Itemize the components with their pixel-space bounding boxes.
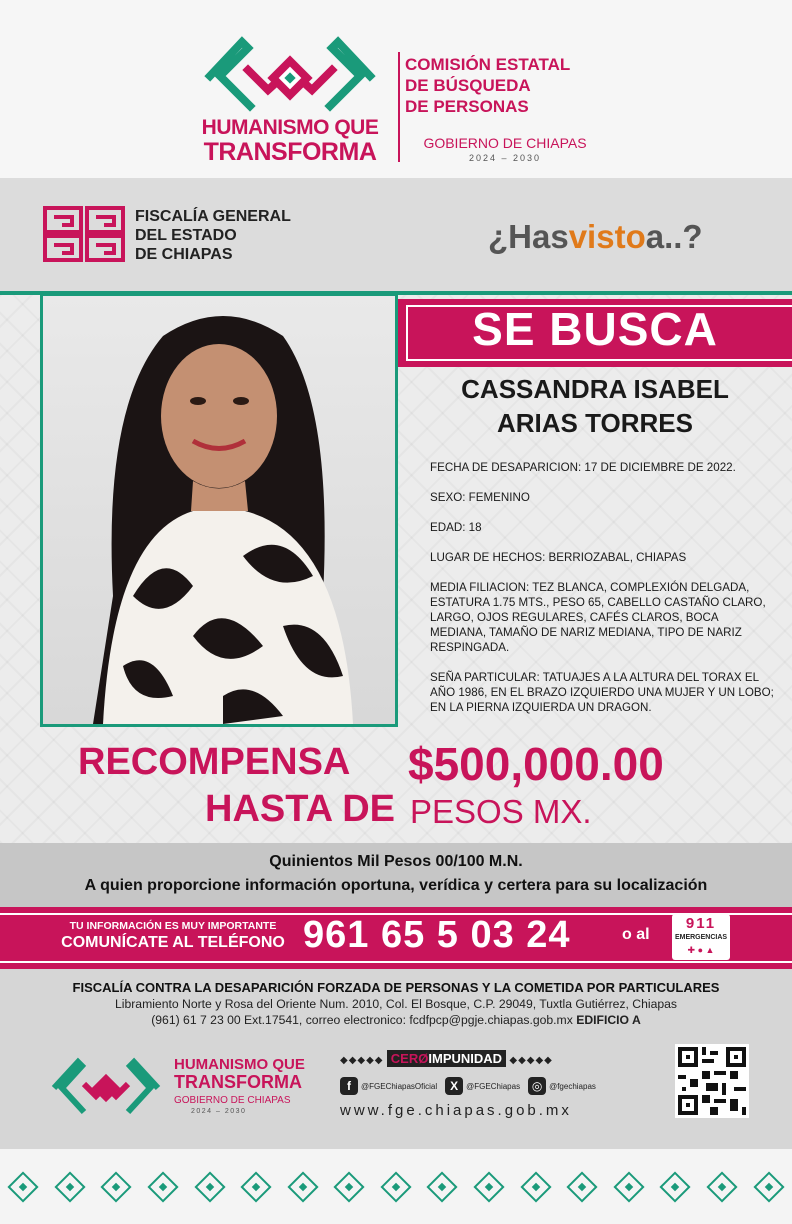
footer-logo-line2: TRANSFORMA (174, 1072, 302, 1092)
detail-sexo: SEXO: FEMENINO (430, 491, 530, 504)
info-important-label: TU INFORMACIÓN ES MUY IMPORTANTE (69, 920, 277, 932)
x-link[interactable] (445, 1077, 520, 1095)
facebook-link[interactable] (340, 1077, 437, 1095)
cero-part2: Ø (418, 1051, 429, 1066)
diamond-pattern-icon (334, 1171, 365, 1202)
cero-part3: IMPUNIDAD (428, 1051, 503, 1066)
diamond-pattern-icon (474, 1171, 505, 1202)
edificio-label: EDIFICIO A (576, 1013, 641, 1027)
hasvisto-part2: visto (568, 218, 646, 255)
diamond-pattern-icon (287, 1171, 318, 1202)
instagram-icon: ◎ (528, 1077, 546, 1095)
detail-lugar: LUGAR DE HECHOS: BERRIOZABAL, CHIAPAS (430, 551, 687, 564)
diamond-pattern-icon (380, 1171, 411, 1202)
diamond-pattern-icon (567, 1171, 598, 1202)
emergency-911-badge[interactable] (672, 914, 730, 960)
social-links (340, 1075, 640, 1097)
fge-line2: DEL ESTADO (135, 227, 237, 244)
address-line: Libramiento Norte y Rosa del Oriente Num. 2010, Col. El Bosque, C.P. 29049, Tuxtla Gutiérrez, Chiapas (114, 997, 678, 1011)
fge-emblem-icon (42, 205, 127, 263)
comision-line2: DE BÚSQUEDA (405, 76, 531, 95)
website-link[interactable]: www.fge.chiapas.gob.mx (340, 1102, 572, 1119)
diamond-pattern-icon (753, 1171, 784, 1202)
person-silhouette-icon (43, 296, 395, 724)
diamond-pattern-icon (54, 1171, 85, 1202)
emergency-icons: ✚ ● ▲ (687, 945, 715, 955)
footer-logo-gobierno: GOBIERNO DE CHIAPAS (174, 1095, 291, 1106)
qr-code[interactable] (675, 1044, 749, 1118)
diamond-pattern-icon (706, 1171, 737, 1202)
diamond-pattern-icon (147, 1171, 178, 1202)
footer-logo-line1: HUMANISMO QUE (174, 1056, 305, 1073)
person-name-line2: ARIAS TORRES (497, 408, 693, 438)
x-handle: @FGEChiapas (466, 1081, 521, 1091)
diamond-pattern-icon (660, 1171, 691, 1202)
diamond-pattern-icon (8, 1171, 39, 1202)
instagram-link[interactable] (528, 1077, 596, 1095)
decorative-bottom-strip (0, 1149, 792, 1224)
detail-media-filiacion: MEDIA FILIACION: TEZ BLANCA, COMPLEXIÓN DELGADA, ESTATURA 1.75 MTS., PESO 65, CABELLO CASTAÑO CLARO, LARGO, OJOS REGULARES, CAFÉS CLAROS, BOCA MEDIANA, TAMAÑO DE NARIZ MEDIANA, TIPO DE NARIZ RESPINGADA. (430, 581, 766, 654)
diamond-pattern-icon (613, 1171, 644, 1202)
contact-line (0, 1013, 792, 1027)
humanismo-emblem-icon (190, 30, 390, 116)
hasvisto-logo (488, 218, 703, 256)
header (0, 0, 792, 178)
cero-impunidad-tag (387, 1050, 506, 1067)
humanismo-logo (190, 30, 390, 170)
diamond-pattern-icon (520, 1171, 551, 1202)
badge-911-number: 911 (685, 915, 717, 932)
fge-text (135, 207, 291, 264)
person-name (410, 372, 780, 440)
contact-text: (961) 61 7 23 00 Ext.17541, correo electronico: fcdfpcp@pgje.chiapas.gob.mx (151, 1013, 573, 1027)
or-label: o al (622, 926, 650, 943)
diamond-pattern-icon (194, 1171, 225, 1202)
gobierno-label: GOBIERNO DE CHIAPAS (423, 135, 587, 151)
badge-911-label: EMERGENCIAS (674, 934, 728, 941)
reward-currency: PESOS MX. (410, 793, 592, 830)
detail-edad: EDAD: 18 (430, 521, 482, 534)
header-divider (398, 52, 400, 162)
fge-logo (42, 205, 127, 263)
person-name-line1: CASSANDRA ISABEL (461, 374, 729, 404)
cero-part1: CER (390, 1051, 419, 1066)
diamond-pattern-icon (101, 1171, 132, 1202)
call-label: COMUNÍCATE AL TELÉFONO (61, 934, 285, 951)
fiscalia-name: FISCALÍA CONTRA LA DESAPARICIÓN FORZADA DE PERSONAS Y LA COMETIDA POR PARTICULARES (72, 980, 720, 995)
facebook-icon: f (340, 1077, 358, 1095)
detail-sena-particular: SEÑA PARTICULAR: TATUAJES A LA ALTURA DEL TORAX EL AÑO 1986, EN EL BRAZO IZQUIERDO UNA MUJER Y UN LOBO; EN LA PIERNA IZQUIERDA UN DRAGON. (430, 671, 774, 714)
facebook-handle: @FGEChiapasOficial (361, 1081, 438, 1091)
diamonds-icon: ◆◆◆◆◆ (509, 1055, 553, 1066)
se-busca-headline: SE BUSCA (472, 303, 718, 355)
reward-label-line2: HASTA DE (205, 788, 395, 830)
diamond-pattern-icon (427, 1171, 458, 1202)
logo-text-line2: TRANSFORMA (203, 138, 377, 166)
hasvisto-part3: a..? (645, 218, 703, 255)
reward-condition: A quien proporcione información oportuna, verídica y certera para su localización (84, 877, 708, 894)
qr-code-icon (678, 1047, 746, 1115)
years-label: 2024 – 2030 (468, 153, 542, 163)
reward-label-line1: RECOMPENSA (78, 741, 351, 783)
hasvisto-part1: ¿Has (488, 218, 569, 255)
phone-number[interactable]: 961 65 5 03 24 (303, 914, 571, 956)
x-icon: X (445, 1077, 463, 1095)
logo-text-line1: HUMANISMO QUE (201, 116, 379, 139)
missing-person-photo (43, 296, 395, 724)
fge-line1: FISCALÍA GENERAL (135, 208, 291, 225)
cero-impunidad (340, 1050, 632, 1067)
comision-line3: DE PERSONAS (405, 97, 529, 116)
footer-logo-years: 2024 – 2030 (191, 1108, 247, 1115)
person-details (430, 460, 775, 730)
instagram-handle: @fgechiapas (549, 1081, 596, 1091)
fge-line3: DE CHIAPAS (135, 246, 233, 263)
comision-line1: COMISIÓN ESTATAL (405, 55, 571, 74)
diamonds-icon: ◆◆◆◆◆ (340, 1055, 384, 1066)
missing-person-photo-frame (40, 293, 398, 727)
diamond-pattern-icon (241, 1171, 272, 1202)
reward-amount-words: Quinientos Mil Pesos 00/100 M.N. (269, 853, 523, 870)
humanismo-logo-footer (44, 1052, 314, 1132)
reward-amount: $500,000.00 (408, 738, 664, 790)
humanismo-emblem-icon (44, 1052, 168, 1122)
comision-block (405, 54, 615, 163)
detail-fecha: FECHA DE DESAPARICION: 17 DE DICIEMBRE DE 2022. (430, 461, 736, 474)
